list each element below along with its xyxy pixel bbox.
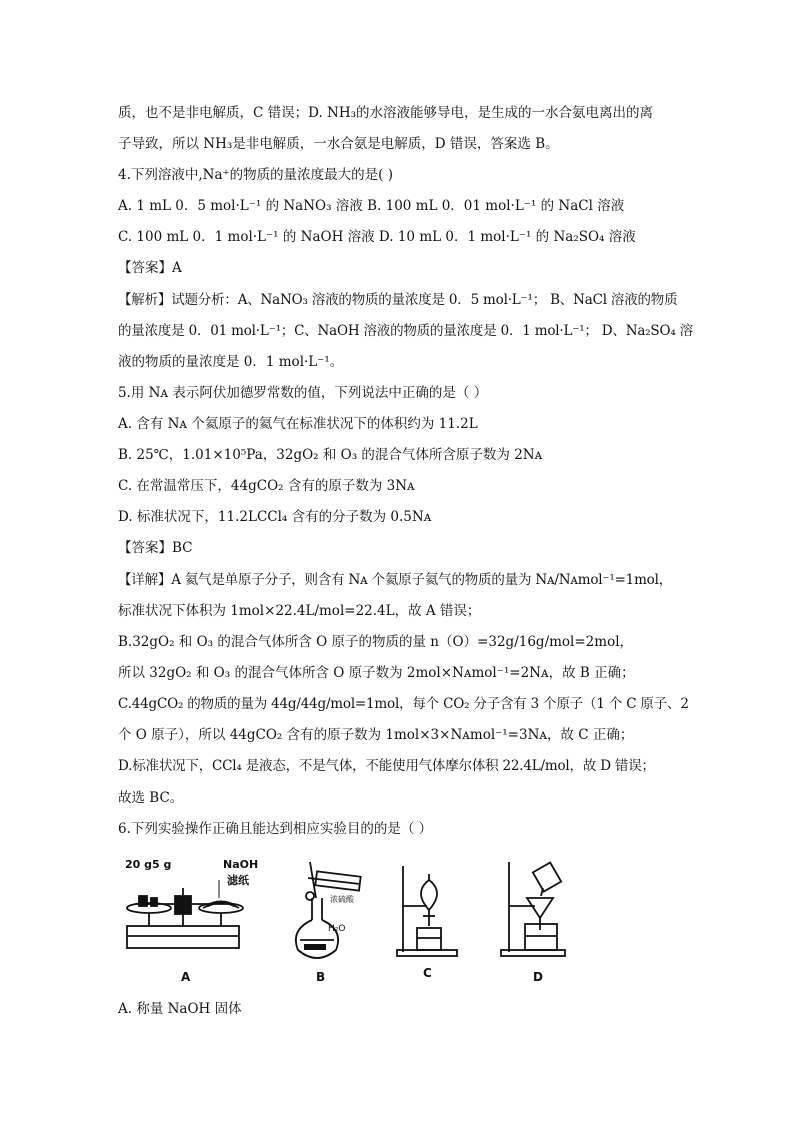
sulfuric-acid-label: 浓硫酸 [330, 895, 354, 904]
analysis-4: 的量浓度是 0．01 mol·L⁻¹；C、NaOH 溶液的物质的量浓度是 0．1 mol·L⁻¹； D、Na₂SO₄ 溶 [118, 323, 693, 339]
explanation-5: C.44gCO₂ 的物质的量为 44g/44g/mol=1mol，每个 CO₂ 分子含有 3 个原子（1 个 C 原子、2 [118, 696, 689, 712]
text-line: 质，也不是非电解质，C 错误；D. NH₃的水溶液能够导电，是生成的一水合氨电离出的离 [118, 105, 654, 121]
separatory-funnel-drawing [395, 866, 465, 966]
question-5-option-b: B. 25℃，1.01×10⁵Pa，32gO₂ 和 O₃ 的混合气体所含原子数为 2Nᴀ [118, 447, 543, 463]
apparatus-a-balance [115, 858, 259, 988]
explanation-5: 个 O 原子），所以 44gCO₂ 含有的原子数为 1mol×3×Nᴀmol⁻¹=3Nᴀ，故 C 正确； [118, 727, 634, 743]
analysis-4: 液的物质的量浓度是 0．1 mol·L⁻¹。 [118, 354, 344, 370]
question-5-option-a: A. 含有 Nᴀ 个氦原子的氦气在标准状况下的体积约为 11.2L [118, 416, 478, 432]
apparatus-d-filtration [495, 858, 585, 988]
explanation-5: B.32gO₂ 和 O₃ 的混合气体所含 O 原子的物质的量 n（O）=32g/16g/mol=2mol， [118, 634, 634, 650]
answer-5: 【答案】BC [118, 540, 193, 556]
question-4-options-cd: C. 100 mL 0．1 mol·L⁻¹ 的 NaOH 溶液 D. 10 mL 0．1 mol·L⁻¹ 的 Na₂SO₄ 溶液 [118, 229, 636, 245]
apparatus-c-separatory-funnel [395, 866, 465, 988]
explanation-5: 故选 BC。 [118, 790, 184, 806]
flask-drawing [280, 858, 370, 970]
figure-label-b: B [316, 970, 326, 984]
question-5-option-d: D. 标准状况下，11.2LCCl₄ 含有的分子数为 0.5Nᴀ [118, 509, 432, 525]
analysis-4: 【解析】试题分析：A、NaNO₃ 溶液的物质的量浓度是 0．5 mol·L⁻¹； B、NaCl 溶液的物质 [118, 292, 678, 308]
answer-4: 【答案】A [118, 260, 182, 276]
explanation-5: 标准状况下体积为 1mol×22.4L/mol=22.4L，故 A 错误； [118, 603, 481, 619]
explanation-5: 所以 32gO₂ 和 O₃ 的混合气体所含 O 原子数为 2mol×Nᴀmol⁻¹=2Nᴀ，故 B 正确； [118, 665, 635, 681]
apparatus-b-flask [280, 858, 370, 988]
filtration-drawing [495, 858, 585, 968]
question-5: 5.用 Nᴀ 表示阿伏加德罗常数的值，下列说法中正确的是（ ） [118, 385, 488, 401]
figure-label-a: A [181, 970, 191, 984]
naoh-label: NaOH [223, 858, 259, 871]
experiment-figure [115, 858, 595, 988]
explanation-5: 【详解】A 氦气是单原子分子，则含有 Nᴀ 个氦原子氦气的物质的量为 Nᴀ/Nᴀmol⁻¹=1mol， [118, 572, 673, 588]
figure-label-d: D [533, 970, 543, 984]
figure-label-c: C [423, 966, 432, 980]
question-5-option-c: C. 在常温常压下，44gCO₂ 含有的原子数为 3Nᴀ [118, 478, 415, 494]
explanation-5: D.标准状况下，CCl₄ 是液态，不是气体，不能使用气体摩尔体积 22.4L/mol，故 D 错误； [118, 758, 655, 774]
water-label: H₂O [328, 924, 346, 934]
question-4-options-ab: A. 1 mL 0．5 mol·L⁻¹ 的 NaNO₃ 溶液 B. 100 mL 0．01 mol·L⁻¹ 的 NaCl 溶液 [118, 198, 625, 214]
balance-weights-label: 20 g5 g [125, 858, 172, 871]
question-6: 6.下列实验操作正确且能达到相应实验目的的是（ ） [118, 821, 433, 837]
question-4: 4.下列溶液中,Na⁺的物质的量浓度最大的是( ) [118, 167, 393, 183]
filter-paper-label: 滤纸 [227, 874, 249, 887]
text-line: 子导致，所以 NH₃是非电解质，一水合氨是电解质，D 错误，答案选 B。 [118, 136, 559, 152]
question-6-option-a: A. 称量 NaOH 固体 [118, 1001, 242, 1017]
